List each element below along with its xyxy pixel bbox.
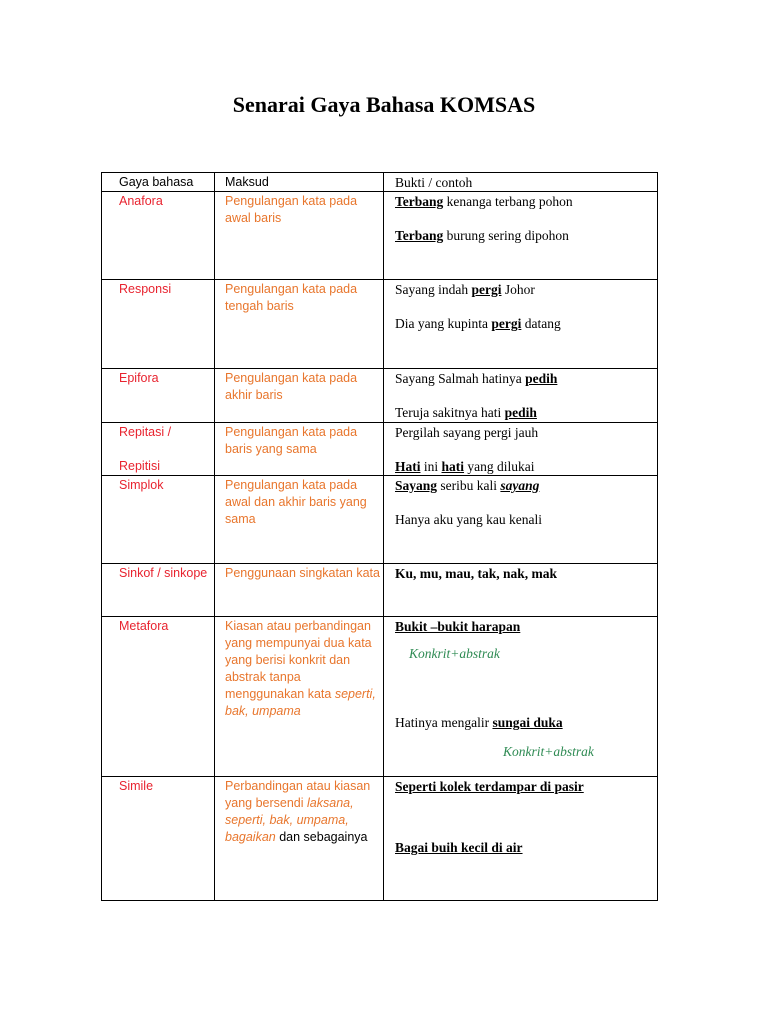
- gaya-name-line: Repitisi: [119, 459, 160, 473]
- table-header-row: [102, 173, 658, 192]
- key-word: pedih: [504, 405, 537, 420]
- example-text: Hatinya mengalir: [395, 715, 493, 730]
- example-line: [395, 281, 655, 298]
- maksud-text: [215, 777, 384, 901]
- bukti-cell: [384, 617, 658, 777]
- table-row-simile: [102, 777, 658, 901]
- annotation-note: Konkrit+abstrak: [409, 646, 500, 661]
- maksud-text: Penggunaan singkatan kata: [215, 564, 384, 617]
- maksud-text-main: Kiasan atau perbandingan yang mempunyai dua kata yang berisi konkrit dan abstrak tanpa menggunakan kata: [225, 619, 372, 701]
- table-row-anafora: [102, 192, 658, 280]
- example-line: [395, 193, 655, 210]
- example-text: Johor: [501, 282, 535, 297]
- example-line: [395, 227, 655, 244]
- maksud-italic: laksana, seperti, bak, umpama, bagaikan: [225, 796, 354, 844]
- example-line: Bagai buih kecil di air: [395, 840, 523, 855]
- key-word: pergi: [491, 316, 522, 331]
- gaya-name: Metafora: [102, 617, 215, 777]
- example-line: [395, 315, 655, 332]
- gaya-name: Sinkof / sinkope: [102, 564, 215, 617]
- bukti-cell: [384, 369, 658, 423]
- maksud-italic: seperti, bak, umpama: [225, 687, 376, 718]
- maksud-text: Pengulangan kata pada baris yang sama: [215, 423, 384, 476]
- example-line: [395, 370, 655, 387]
- key-word: Sayang: [395, 478, 438, 493]
- example-text: datang: [521, 316, 561, 331]
- gaya-bahasa-table: [101, 172, 658, 901]
- example-line: [395, 404, 655, 421]
- key-word: pergi: [471, 282, 502, 297]
- key-word: pedih: [525, 371, 558, 386]
- table-row-sinkof: [102, 564, 658, 617]
- maksud-text: Pengulangan kata pada awal dan akhir baris yang sama: [215, 476, 384, 564]
- header-gaya-bahasa: Gaya bahasa: [102, 173, 215, 192]
- table-row-epifora: [102, 369, 658, 423]
- example-line: [395, 458, 655, 475]
- gaya-name: Epifora: [102, 369, 215, 423]
- example-line: Bukit –bukit harapan: [395, 619, 521, 634]
- gaya-name: Responsi: [102, 280, 215, 369]
- key-word: sungai duka: [492, 715, 563, 730]
- bukti-cell: [384, 192, 658, 280]
- key-word: Terbang: [395, 228, 444, 243]
- maksud-text: Pengulangan kata pada awal baris: [215, 192, 384, 280]
- table-row-metafora: [102, 617, 658, 777]
- example-line: Pergilah sayang pergi jauh: [395, 425, 539, 440]
- header-maksud: Maksud: [215, 173, 384, 192]
- example-line: Seperti kolek terdampar di pasir: [395, 779, 584, 794]
- header-bukti-contoh: Bukti / contoh: [384, 173, 658, 192]
- key-word: Terbang: [395, 194, 444, 209]
- bukti-cell: [384, 280, 658, 369]
- table-row-responsi: [102, 280, 658, 369]
- bukti-cell: Ku, mu, mau, tak, nak, mak: [384, 564, 658, 617]
- key-word: sayang: [500, 478, 540, 493]
- example-line: [395, 477, 655, 494]
- gaya-name: [102, 423, 215, 476]
- annotation-note: Konkrit+abstrak: [503, 744, 594, 759]
- gaya-name-line: Repitasi /: [119, 425, 172, 439]
- maksud-text-main: Perbandingan atau kiasan yang bersendi: [225, 779, 371, 810]
- page-title: Senarai Gaya Bahasa KOMSAS: [232, 92, 536, 117]
- example-text: Teruja sakitnya hati: [395, 405, 505, 420]
- example-text: Sayang indah: [395, 282, 472, 297]
- maksud-text: [215, 617, 384, 777]
- example-text: burung sering dipohon: [443, 228, 569, 243]
- gaya-name: Simplok: [102, 476, 215, 564]
- maksud-tail: dan sebagainya: [275, 830, 368, 844]
- table-row-simplok: [102, 476, 658, 564]
- example-text: kenanga terbang pohon: [443, 194, 573, 209]
- example-text: Dia yang kupinta: [395, 316, 492, 331]
- key-word: hati: [441, 459, 465, 474]
- gaya-name: Simile: [102, 777, 215, 901]
- maksud-text: Pengulangan kata pada akhir baris: [215, 369, 384, 423]
- bukti-cell: [384, 423, 658, 476]
- example-text: seribu kali: [437, 478, 501, 493]
- bukti-cell: [384, 777, 658, 901]
- gaya-name: Anafora: [102, 192, 215, 280]
- example-line: Hanya aku yang kau kenali: [395, 512, 542, 527]
- table-row-repitasi: [102, 423, 658, 476]
- example-text: Sayang Salmah hatinya: [395, 371, 526, 386]
- example-text: ini: [420, 459, 442, 474]
- maksud-text: Pengulangan kata pada tengah baris: [215, 280, 384, 369]
- example-text: yang dilukai: [464, 459, 535, 474]
- bukti-cell: [384, 476, 658, 564]
- key-word: Hati: [395, 459, 421, 474]
- example-line: [395, 714, 655, 731]
